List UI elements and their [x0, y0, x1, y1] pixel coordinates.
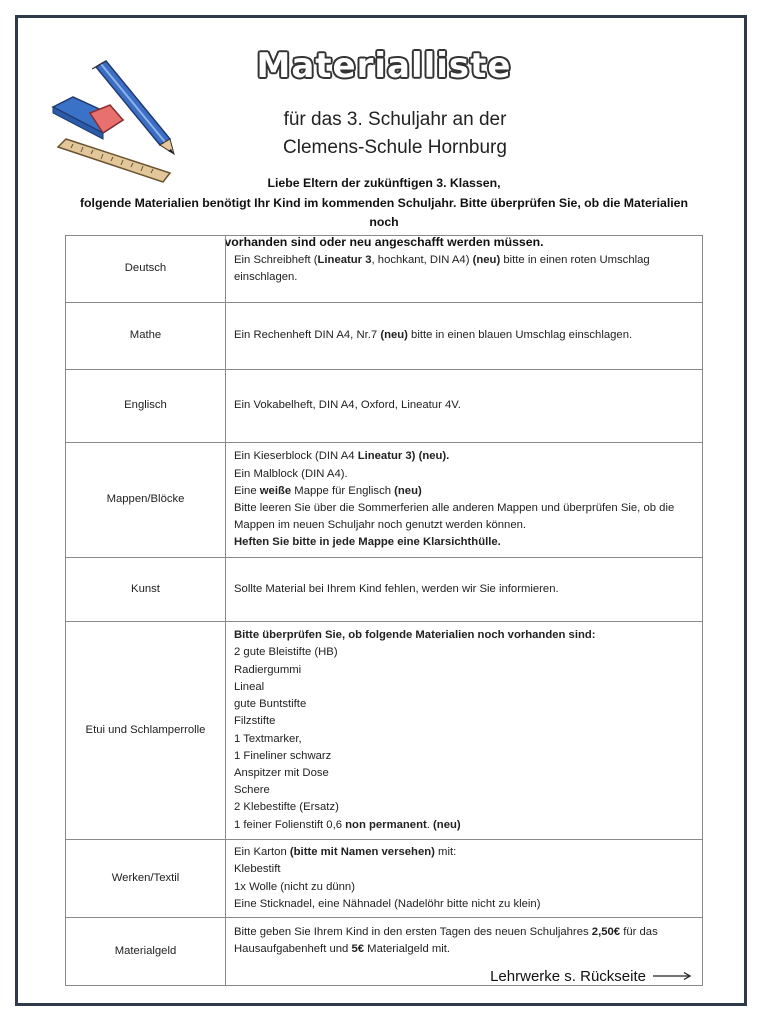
content-line [234, 448, 694, 465]
text-bold: (neu) [394, 484, 422, 497]
text: Ein Kieserblock (DIN A4 [234, 450, 358, 463]
subject-cell: Englisch [66, 370, 226, 443]
list-item: Anspitzer mit Dose [234, 766, 329, 779]
text: bitte in einen blauen Umschlag einschlagen. [407, 329, 633, 342]
text: , hochkant, DIN A4) [371, 253, 473, 266]
list-item: gute Buntstifte [234, 698, 307, 711]
table-row [66, 443, 703, 558]
text: Materialgeld mit. [364, 943, 451, 956]
content-cell [226, 622, 703, 840]
table-row [66, 236, 703, 303]
material-table [65, 235, 703, 986]
text: für das Hausaufgabenheft und [234, 926, 658, 956]
content-cell [226, 236, 703, 303]
content-line-bold: Heften Sie bitte in jede Mappe eine Klarsichthülle. [234, 536, 501, 549]
text-bold: weiße [259, 484, 292, 497]
subject-cell: Mappen/Blöcke [66, 443, 226, 558]
text: Ein Rechenheft DIN A4, Nr.7 [234, 329, 381, 342]
content-cell [226, 840, 703, 918]
intro-line-3: vorhanden sind oder neu angeschafft werden müssen. [224, 234, 544, 249]
list-item: Radiergummi [234, 663, 302, 676]
table-row [66, 918, 703, 986]
list-item: 1 Textmarker, [234, 732, 302, 745]
content-heading: Bitte überprüfen Sie, ob folgende Materialien noch vorhanden sind: [234, 629, 596, 642]
intro-line-2: folgende Materialien benötigt Ihr Kind im kommenden Schuljahr. Bitte überprüfen Sie, ob die Materialien noch [79, 195, 689, 229]
text-bold: non permanent [345, 818, 427, 831]
content-line: 1x Wolle (nicht zu dünn) [234, 880, 355, 893]
text: Ein Karton [234, 846, 290, 859]
content-cell: Ein Vokabelheft, DIN A4, Oxford, Lineatur 4V. [226, 370, 703, 443]
content-line: Eine Sticknadel, eine Nähnadel (Nadelöhr bitte nicht zu klein) [234, 897, 541, 910]
table-row [66, 558, 703, 622]
list-item: Lineal [234, 680, 265, 693]
content-line: Bitte leeren Sie über die Sommerferien alle anderen Mappen und überprüfen Sie, ob die Mappen im neuen Schuljahr noch genutzt werden können. [234, 502, 675, 532]
list-item: 2 gute Bleistifte (HB) [234, 646, 338, 659]
back-page-note-text: Lehrwerke s. Rückseite [490, 967, 646, 985]
content-cell [226, 443, 703, 558]
text: Ein Schreibheft ( [234, 253, 318, 266]
subject-cell: Deutsch [66, 236, 226, 303]
subject-cell: Etui und Schlamperrolle [66, 622, 226, 840]
text: . [426, 818, 434, 831]
list-item: Schere [234, 784, 270, 797]
eraser-icon [53, 97, 123, 139]
content-line [234, 924, 694, 958]
list-item: 2 Klebestifte (Ersatz) [234, 801, 339, 814]
content-line [234, 844, 694, 861]
text: Mappe für Englisch [291, 484, 395, 497]
subject-cell: Materialgeld [66, 918, 226, 986]
content-line: Ein Malblock (DIN A4). [234, 467, 348, 480]
text-bold: 5€ [351, 943, 365, 956]
arrow-right-icon [652, 971, 692, 981]
content-line [234, 483, 694, 500]
table-row [66, 840, 703, 918]
subject-cell: Mathe [66, 303, 226, 370]
content-cell [226, 303, 703, 370]
text: Eine [234, 484, 260, 497]
text: 1 feiner Folienstift 0,6 [234, 818, 346, 831]
subject-cell: Werken/Textil [66, 840, 226, 918]
back-page-note [490, 968, 692, 985]
table-row [66, 303, 703, 370]
text-bold: 2,50€ [591, 926, 621, 938]
text-bold: (neu) [433, 818, 461, 831]
list-item: Filzstifte [234, 715, 276, 728]
list-item: 1 Fineliner schwarz [234, 749, 332, 762]
page-subtitle [170, 106, 620, 162]
table-row [66, 370, 703, 443]
text: mit: [434, 846, 457, 859]
content-cell [226, 918, 703, 986]
subtitle-line-1: für das 3. Schuljahr an der [283, 109, 507, 130]
page-title: Materialliste [256, 46, 512, 86]
text-bold: Lineatur 3) (neu). [357, 450, 450, 463]
list-item [234, 817, 694, 834]
content-cell: Sollte Material bei Ihrem Kind fehlen, werden wir Sie informieren. [226, 558, 703, 622]
text-bold: (neu) [380, 329, 408, 342]
table-row [66, 622, 703, 840]
intro-line-1: Liebe Eltern der zukünftigen 3. Klassen, [267, 176, 501, 190]
text-bold: Lineatur 3 [317, 253, 372, 266]
text-bold: (bitte mit Namen versehen) [289, 846, 435, 859]
subject-cell: Kunst [66, 558, 226, 622]
text: bitte in einen roten Umschlag einschlagen. [234, 253, 650, 283]
subtitle-line-2: Clemens-Schule Hornburg [283, 137, 507, 158]
text-bold: (neu) [472, 253, 501, 266]
text: Bitte geben Sie Ihrem Kind in den ersten Tagen des neuen Schuljahres [234, 926, 592, 938]
content-line: Klebestift [234, 863, 281, 876]
